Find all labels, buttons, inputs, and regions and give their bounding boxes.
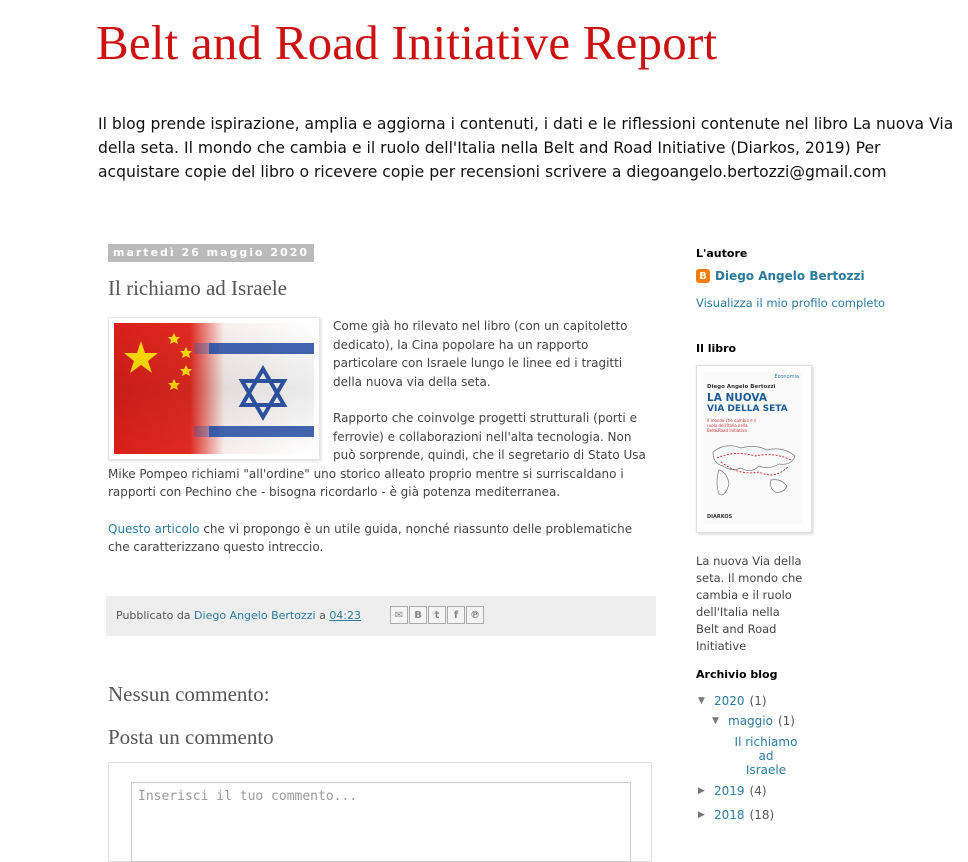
full-profile-link[interactable]: Visualizza il mio profilo completo xyxy=(696,296,886,310)
archive-year-2018[interactable] xyxy=(698,808,774,822)
post-paragraph-2: Rapporto che coinvolge progetti strutturali (porti e ferrovie) e collaborazioni nell'alta tecnologia. Non può sorprende, quindi, che il segretario di Stato Usa Mike Pompeo richiami "all'ordine" uno storico alleato proprio mentre si surriscaldano i rapporti con Pechino che - bisogna ricordarlo - è già potenza mediterranea. xyxy=(108,411,646,499)
archive-widget-title: Archivio blog xyxy=(696,668,778,681)
archive-year-2020[interactable] xyxy=(698,694,767,708)
book-widget-title: Il libro xyxy=(696,342,737,355)
archive-maggio-count: (1) xyxy=(777,714,795,728)
published-by-label: Pubblicato da xyxy=(116,609,191,622)
share-buttons xyxy=(390,606,485,624)
book-publisher: DIARKOS xyxy=(707,514,733,520)
book-cover-image[interactable] xyxy=(696,365,812,533)
post-paragraph-1: Come già ho rilevato nel libro (con un capitoletto dedicato), la Cina popolare ha un rapporto particolare con Israele lungo le linee ed i tragitti della nuova via della seta. xyxy=(333,319,628,389)
world-map-route-icon xyxy=(705,436,801,506)
archive-2018-link[interactable]: 2018 xyxy=(714,808,745,822)
expanded-triangle-icon[interactable]: ▼ xyxy=(712,716,719,726)
no-comments-heading: Nessun commento: xyxy=(108,682,270,706)
post-paragraph-3 xyxy=(108,520,653,557)
author-name-link[interactable]: Diego Angelo Bertozzi xyxy=(715,269,865,283)
collapsed-triangle-icon[interactable]: ▶ xyxy=(698,810,705,820)
archive-maggio-link[interactable]: maggio xyxy=(728,714,773,728)
pinterest-share-icon[interactable]: ℗ xyxy=(466,606,484,624)
post-paragraph-3-text: che vi propongo è un utile guida, nonché riassunto delle problematiche che caratterizzano questo intreccio. xyxy=(108,521,633,554)
at-label: a xyxy=(319,609,326,622)
archive-month-maggio[interactable] xyxy=(712,714,795,728)
archive-2020-link[interactable]: 2020 xyxy=(714,694,745,708)
archive-post-link[interactable]: Il richiamo ad Israele xyxy=(734,735,798,777)
post-footer xyxy=(106,596,656,636)
post-title[interactable]: Il richiamo ad Israele xyxy=(108,276,287,300)
archive-2019-link[interactable]: 2019 xyxy=(714,784,745,798)
book-author: Diego Angelo Bertozzi xyxy=(707,384,776,390)
email-share-icon[interactable]: ✉ xyxy=(390,606,408,624)
expanded-triangle-icon[interactable]: ▼ xyxy=(698,696,705,706)
blogger-icon: B xyxy=(696,269,710,283)
archive-2019-count: (4) xyxy=(749,784,767,798)
collapsed-triangle-icon[interactable]: ▶ xyxy=(698,786,705,796)
blog-description: Il blog prende ispirazione, amplia e aggiorna i contenuti, i dati e le riflessioni contenute nel libro La nuova Via della seta. Il mondo che cambia e il ruolo dell'Italia nella Belt and Road Initiative (Diarkos, 2019) Per acquistare copie del libro o ricevere copie per recensioni scrivere a diegoangelo.bertozzi@gmail.com xyxy=(98,115,954,181)
twitter-share-icon[interactable]: t xyxy=(428,606,446,624)
post-image[interactable] xyxy=(108,317,320,460)
post-time-link[interactable]: 04:23 xyxy=(329,609,362,622)
post-comment-heading: Posta un commento xyxy=(108,725,274,749)
book-subtitle: Il mondo che cambia e il ruolo dell'Italia nella Belt&Road Initiative xyxy=(707,418,757,433)
book-publisher-tag: Economia xyxy=(774,374,799,380)
archive-2018-count: (18) xyxy=(749,808,775,822)
post-byline xyxy=(116,609,361,622)
comment-form xyxy=(108,762,652,862)
blog-title[interactable]: Belt and Road Initiative Report xyxy=(96,15,718,70)
comment-input[interactable]: Inserisci il tuo commento... xyxy=(131,782,631,862)
author-widget-title: L'autore xyxy=(696,247,748,260)
article-link[interactable]: Questo articolo xyxy=(108,521,200,536)
book-caption: La nuova Via della seta. Il mondo che cambia e il ruolo dell'Italia nella Belt and Road Initiative xyxy=(696,554,803,653)
book-title-text: LA NUOVA VIA DELLA SETA xyxy=(707,392,788,414)
post-date: martedì 26 maggio 2020 xyxy=(108,244,314,262)
author-profile[interactable] xyxy=(696,269,865,283)
archive-2020-count: (1) xyxy=(749,694,767,708)
facebook-share-icon[interactable]: f xyxy=(447,606,465,624)
blogger-share-icon[interactable]: B xyxy=(409,606,427,624)
author-link[interactable]: Diego Angelo Bertozzi xyxy=(194,609,316,622)
archive-year-2019[interactable] xyxy=(698,784,767,798)
china-israel-flags-image xyxy=(114,323,314,454)
